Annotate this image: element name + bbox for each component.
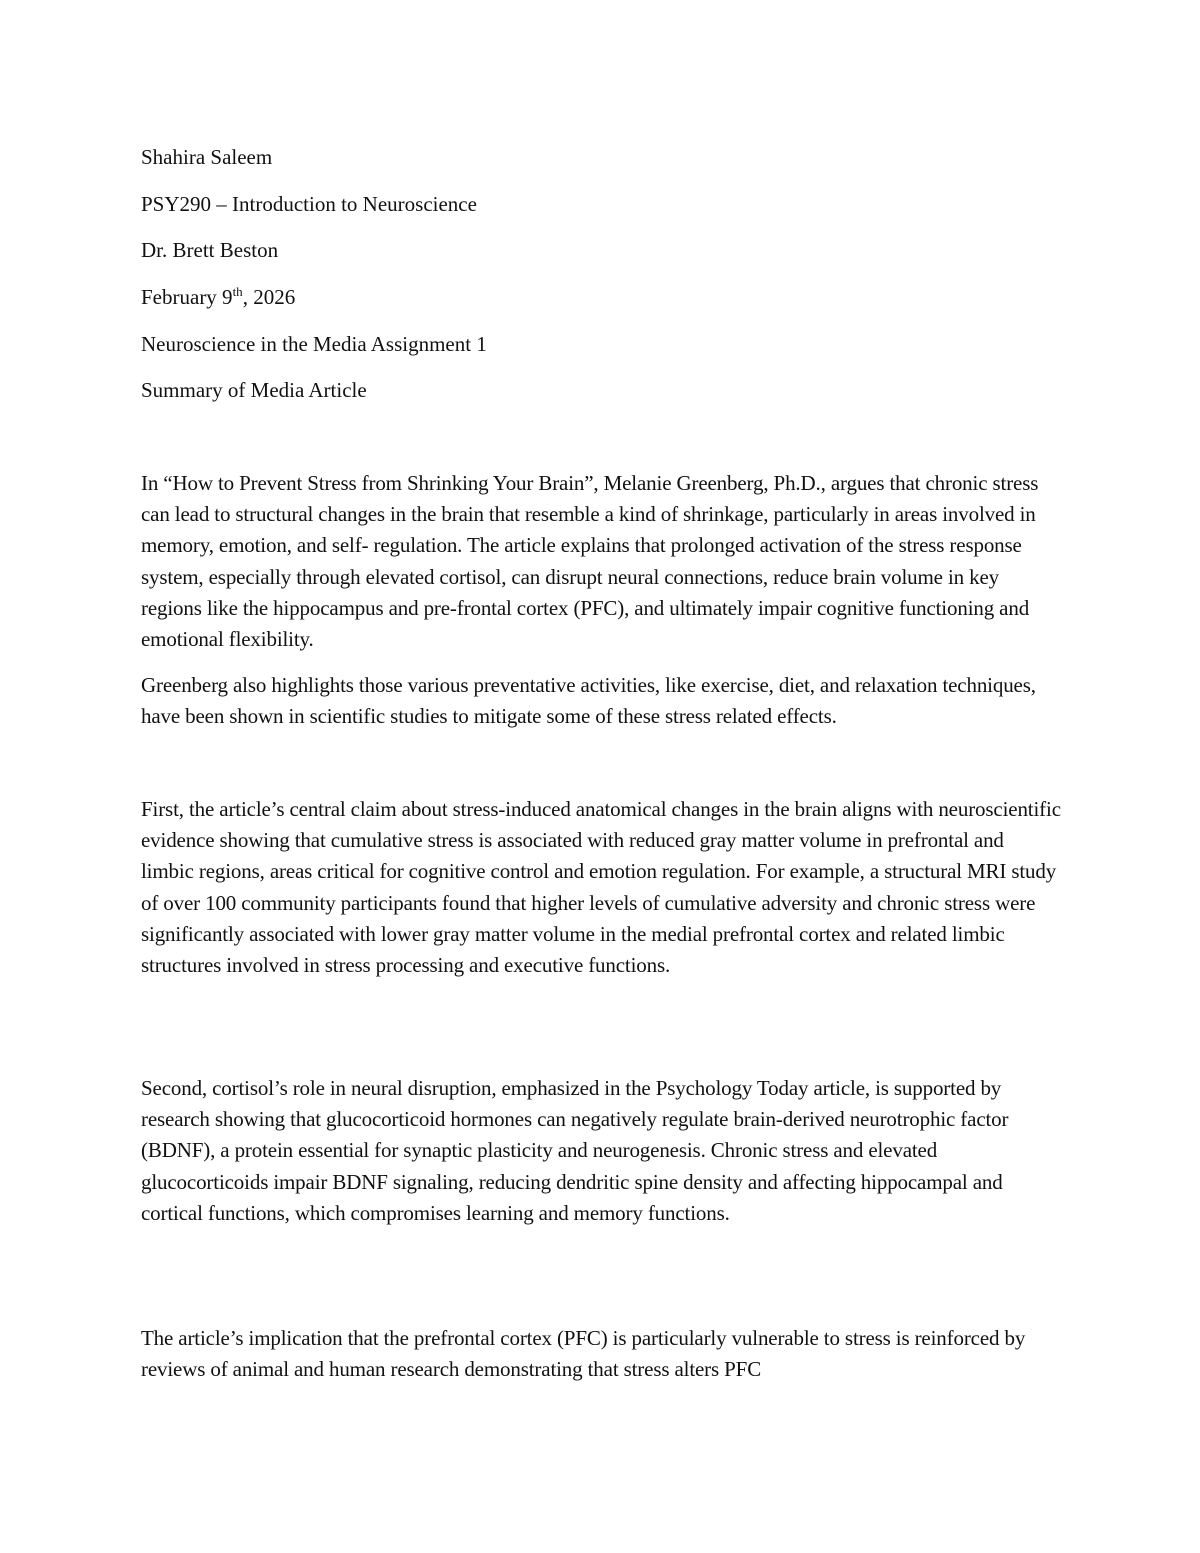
body-paragraph-1: In “How to Prevent Stress from Shrinking Your Brain”, Melanie Greenberg, Ph.D., argues that chronic stress can lead to structural changes in the brain that resemble a kind of shrinkage, particularly in areas involved in memory, emotion, and self- regulation. The article explains that prolonged activation of the stress response system, especially through elevated cortisol, can disrupt neural connections, reduce brain volume in key regions like the hippocampus and pre-frontal cortex (PFC), and ultimately impair cognitive functioning and emotional flexibility. (141, 471, 1039, 652)
assignment-line: Neuroscience in the Media Assignment 1 (141, 332, 487, 356)
date-line (141, 285, 295, 309)
date-prefix: February 9 (141, 285, 233, 309)
date-suffix: , 2026 (242, 285, 296, 309)
instructor-line: Dr. Brett Beston (141, 238, 279, 262)
author-name: Shahira Saleem (141, 145, 273, 169)
body-paragraph-2: Greenberg also highlights those various preventative activities, like exercise, diet, and relaxation techniques, have been shown in scientific studies to mitigate some of these stress related effects. (141, 673, 1036, 729)
course-line: PSY290 – Introduction to Neuroscience (141, 192, 477, 216)
body-paragraph-3: First, the article’s central claim about stress-induced anatomical changes in the brain aligns with neuroscientific evidence showing that cumulative stress is associated with reduced gray matter volume in prefrontal and limbic regions, areas critical for cognitive control and emotion regulation. For example, a structural MRI study of over 100 community participants found that higher levels of cumulative adversity and chronic stress were significantly associated with lower gray matter volume in the medial prefrontal cortex and related limbic structures involved in stress processing and executive functions. (141, 797, 1061, 978)
section-title: Summary of Media Article (141, 378, 367, 402)
date-superscript: th (232, 284, 243, 299)
body-paragraph-4: Second, cortisol’s role in neural disruption, emphasized in the Psychology Today article, is supported by research showing that glucocorticoid hormones can negatively regulate brain-derived neurotrophic factor (BDNF), a protein essential for synaptic plasticity and neurogenesis. Chronic stress and elevated glucocorticoids impair BDNF signaling, reducing dendritic spine density and affecting hippocampal and cortical functions, which compromises learning and memory functions. (141, 1076, 1009, 1225)
body-paragraph-5: The article’s implication that the prefrontal cortex (PFC) is particularly vulnerable to stress is reinforced by reviews of animal and human research demonstrating that stress alters PFC (141, 1326, 1026, 1382)
